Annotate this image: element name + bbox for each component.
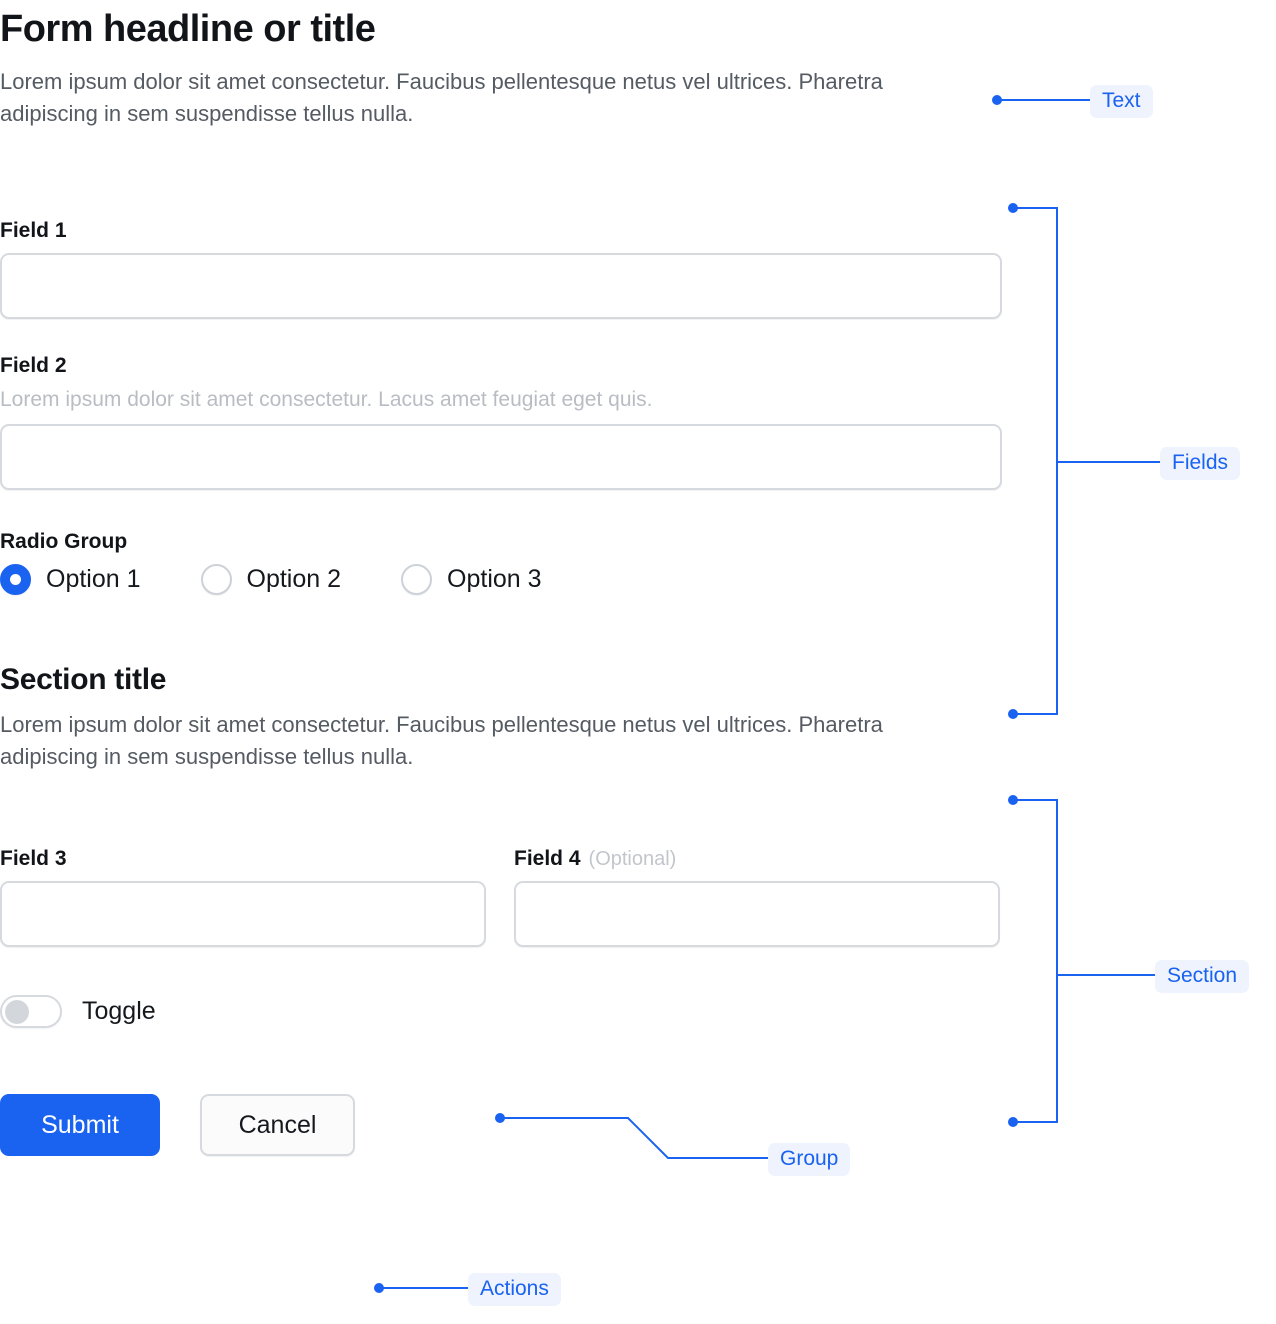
field-4-label [514,847,1000,871]
annotation-actions: Actions [468,1273,561,1306]
field-1-label: Field 1 [0,219,67,243]
field-3-group [0,847,486,947]
field-group-row [0,847,1004,947]
field-2-group [0,354,1004,490]
radio-option-2-label: Option 2 [246,565,342,594]
radio-options-row [0,564,1004,595]
field-3-input[interactable] [0,881,486,947]
radio-option-3-label: Option 3 [447,565,542,594]
field-4-group [514,847,1000,947]
field-4-input[interactable] [514,881,1000,947]
page-title: Form headline or title [0,8,376,50]
radio-icon-unselected[interactable] [401,564,432,595]
field-2-hint: Lorem ipsum dolor sit amet consectetur. Lacus amet feugiat eget quis. [0,388,653,412]
field-2-label: Field 2 [0,354,67,378]
toggle-row[interactable] [0,995,1004,1028]
form-description: Lorem ipsum dolor sit amet consectetur. Faucibus pellentesque netus vel ultrices. Pharetra adipiscing in sem suspendisse tellus nulla. [0,68,883,126]
radio-option-2[interactable] [201,564,342,595]
field-4-label-text: Field 4 [514,847,581,871]
section-block [0,663,1004,1028]
annotation-fields: Fields [1160,447,1240,480]
submit-button[interactable]: Submit [0,1094,160,1156]
radio-option-1-label: Option 1 [46,565,141,594]
cancel-button[interactable]: Cancel [200,1094,355,1156]
radio-option-3[interactable] [401,564,542,595]
toggle-label: Toggle [82,997,156,1026]
radio-icon-unselected[interactable] [201,564,232,595]
field-1-input[interactable] [0,253,1002,319]
form-actions [0,1094,1004,1156]
radio-icon-selected[interactable] [0,564,31,595]
section-description: Lorem ipsum dolor sit amet consectetur. Faucibus pellentesque netus vel ultrices. Pharetra adipiscing in sem suspendisse tellus nulla. [0,712,883,770]
annotation-group: Group [768,1143,850,1176]
section-title: Section title [0,663,167,697]
field-1-group [0,219,1004,319]
toggle-knob [5,1000,29,1024]
annotation-text: Text [1090,85,1153,118]
field-3-label: Field 3 [0,847,67,871]
field-2-input[interactable] [0,424,1002,490]
annotation-section: Section [1155,960,1249,993]
radio-group [0,530,1004,595]
field-4-optional-tag: (Optional) [588,848,677,871]
radio-option-1[interactable] [0,564,141,595]
toggle-switch[interactable] [0,995,62,1028]
radio-group-label: Radio Group [0,530,128,554]
